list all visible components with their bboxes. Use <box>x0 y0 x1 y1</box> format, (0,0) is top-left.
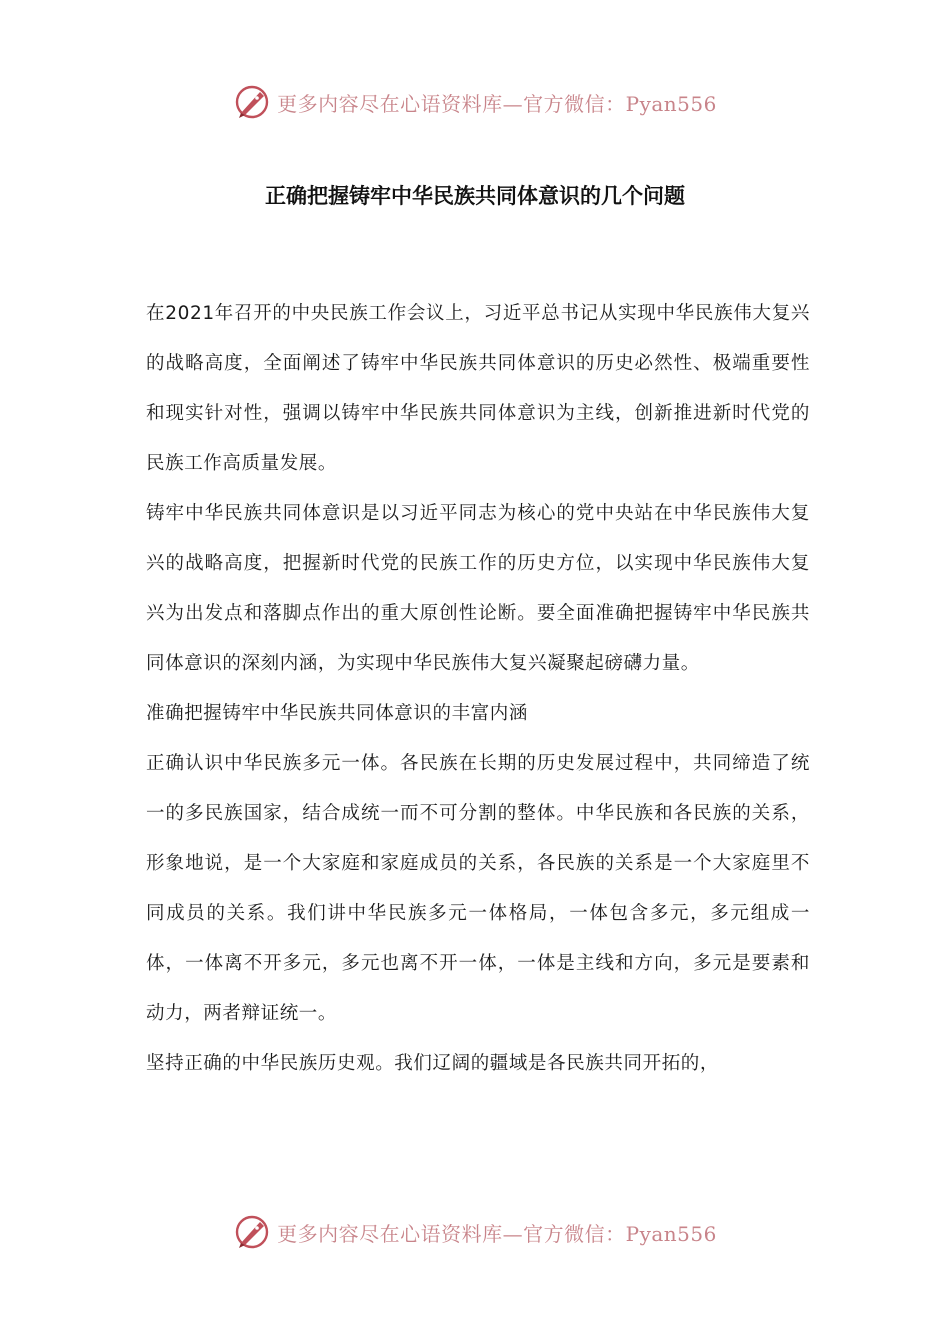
pen-nib-logo-icon <box>233 1213 271 1251</box>
watermark-text: 更多内容尽在心语资料库—官方微信：Pyan556 <box>277 91 717 116</box>
paragraph: 坚持正确的中华民族历史观。我们辽阔的疆域是各民族共同开拓的， <box>146 1053 720 1074</box>
watermark-banner-bottom <box>0 1212 950 1252</box>
paragraph: 正确认识中华民族多元一体。各民族在长期的历史发展过程中，共同缔造了统一的多民族国家，结合成统一而不可分割的整体。中华民族和各民族的关系，形象地说，是一个大家庭和家庭成员的关系，各民族的关系是一个大家庭里不同成员的关系。我们讲中华民族多元一体格局，一体包含多元，多元组成一体，一体离不开多元，多元也离不开一体，一体是主线和方向，多元是要素和动力，两者辩证统一。 <box>146 753 810 1024</box>
watermark-banner-top <box>0 82 950 122</box>
paragraph: 在2021年召开的中央民族工作会议上，习近平总书记从实现中华民族伟大复兴的战略高度，全面阐述了铸牢中华民族共同体意识的历史必然性、极端重要性和现实针对性，强调以铸牢中华民族共同体意识为主线，创新推进新时代党的民族工作高质量发展。 <box>146 303 810 474</box>
pen-nib-logo-icon <box>233 83 271 121</box>
watermark-text: 更多内容尽在心语资料库—官方微信：Pyan556 <box>277 1221 717 1246</box>
document-body <box>146 289 810 1089</box>
section-heading: 准确把握铸牢中华民族共同体意识的丰富内涵 <box>146 703 529 724</box>
paragraph: 铸牢中华民族共同体意识是以习近平同志为核心的党中央站在中华民族伟大复兴的战略高度，把握新时代党的民族工作的历史方位，以实现中华民族伟大复兴为出发点和落脚点作出的重大原创性论断。要全面准确把握铸牢中华民族共同体意识的深刻内涵，为实现中华民族伟大复兴凝聚起磅礴力量。 <box>146 503 810 674</box>
document-title: 正确把握铸牢中华民族共同体意识的几个问题 <box>265 184 685 208</box>
